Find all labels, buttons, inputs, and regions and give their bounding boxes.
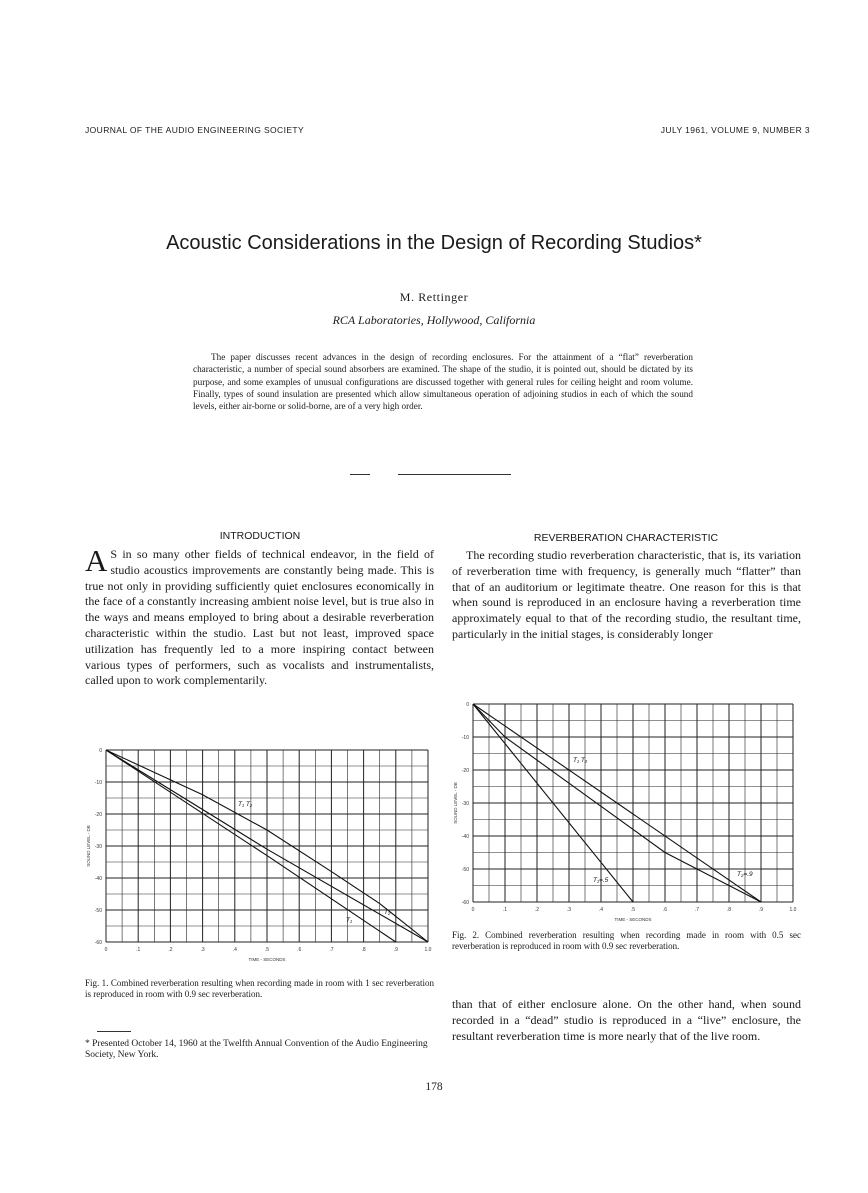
fig1-y-tick: -20	[94, 812, 102, 818]
abstract: The paper discusses recent advances in the design of recording enclosures. For the attainment of a “flat” reverberation characteristic, a number of special sound absorbers are examined. The shape of the studio, it is pointed out, should be dictated by its purpose, and some examples of unusual configurations are discussed together with general rules for ceiling height and room volume. Finally, types of sound insulation are presented which allow simultaneous operation of adjoining studios in each of which the sound levels, either air-borne or solid-borne, are of a very high order.	[193, 352, 693, 412]
fig2-y-label: SOUND LEVEL - DB	[453, 782, 458, 824]
fig1-annotation: T₁ T₂	[238, 801, 253, 808]
fig1-x-tick: .9	[393, 947, 398, 953]
footnote: * Presented October 14, 1960 at the Twelfth Annual Convention of the Audio Engineering Society, New York.	[85, 1039, 428, 1060]
figure-1-caption: Fig. 1. Combined reverberation resulting when recording made in room with 1 sec reverberation is reproduced in room with 0.9 sec reverberation.	[85, 978, 434, 999]
fig2-x-tick: .4	[598, 907, 604, 913]
fig2-y-tick: -50	[461, 867, 469, 873]
affiliation: RCA Laboratories, Hollywood, California	[332, 313, 536, 327]
fig1-x-tick: .1	[136, 947, 141, 953]
fig2-x-tick: .3	[566, 907, 572, 913]
fig2-y-tick: -10	[461, 735, 469, 741]
fig2-y-tick: 0	[466, 702, 469, 708]
fig1-annotation: T₂	[384, 909, 391, 916]
fig2-annotation: T₁ T₂	[573, 757, 588, 764]
fig2-x-tick: .2	[534, 907, 540, 913]
figure-2-chart	[455, 698, 805, 924]
article-title: Acoustic Considerations in the Design of Recording Studios*	[166, 232, 702, 254]
fig2-x-tick: 1.0	[789, 907, 797, 913]
fig1-x-tick: .3	[200, 947, 205, 953]
fig2-y-tick: -30	[461, 801, 469, 807]
footnote-rule	[97, 1031, 131, 1032]
figure-2-caption: Fig. 2. Combined reverberation resulting when recording made in room with 0.5 sec reverberation is reproduced in room with 0.9 sec reverberation.	[452, 930, 801, 951]
fig1-x-tick: .5	[264, 947, 270, 953]
fig2-x-tick: .9	[758, 907, 764, 913]
author: M. Rettinger	[399, 290, 469, 304]
fig1-x-tick: .7	[329, 947, 334, 953]
reverb-heading: REVERBERATION CHARACTERISTIC	[533, 532, 719, 544]
fig1-x-tick: 0	[104, 947, 108, 953]
fig2-y-tick: -20	[461, 768, 469, 774]
intro-heading: INTRODUCTION	[219, 530, 301, 542]
fig1-y-tick: -60	[94, 940, 102, 946]
fig1-annotation: T₁	[346, 917, 353, 924]
drop-cap: A	[85, 543, 108, 578]
fig1-x-tick: .6	[297, 947, 302, 953]
fig1-y-tick: -50	[94, 908, 102, 914]
fig2-x-tick: .6	[662, 907, 668, 913]
fig1-y-tick: -10	[94, 780, 102, 786]
separator-long	[398, 474, 511, 475]
fig2-y-tick: -60	[461, 900, 469, 906]
fig2-y-tick: -40	[461, 834, 469, 840]
fig1-y-tick: 0	[99, 748, 102, 754]
fig1-x-tick: 1.0	[424, 947, 432, 953]
figure-1-chart	[88, 744, 438, 974]
fig1-y-tick: -30	[94, 844, 102, 850]
intro-paragraph: S in so many other fields of technical endeavor, in the field of studio acoustics improvements are constantly being made. This is true not only in providing sufficiently quiet enclosures economically in the face of a constantly increasing ambient noise level, but is true also in the ways and means employed to bring about a desirable reverberation characteristic within the studio. Last but not least, improved space utilization has frequently led to a more inspiring contact between various types of performers, such as vocalists and instrumentalists, called upon to work complementarily.	[85, 547, 434, 688]
fig2-x-label: TIME - SECONDS	[614, 917, 652, 922]
fig2-x-tick: 0	[471, 907, 475, 913]
fig2-x-tick: .7	[694, 907, 700, 913]
separator-short	[350, 474, 370, 475]
issue-info: JULY 1961, VOLUME 9, NUMBER 3	[660, 125, 810, 135]
fig1-x-tick: .8	[361, 947, 366, 953]
fig1-x-tick: .4	[232, 947, 237, 953]
fig2-x-tick: .1	[502, 907, 508, 913]
fig1-x-label: TIME - SECONDS	[248, 957, 286, 962]
fig1-x-tick: .2	[168, 947, 173, 953]
fig1-y-tick: -40	[94, 876, 102, 882]
fig2-annotation: T₂=.9	[737, 871, 753, 878]
fig2-x-tick: .8	[726, 907, 732, 913]
fig1-y-label: SOUND LEVEL - DB	[86, 825, 91, 867]
intro-text	[85, 543, 434, 689]
page-number: 178	[425, 1081, 443, 1093]
reverb-text-2: than that of either enclosure alone. On the other hand, when sound recorded in a “dead” studio is reproduced in a “live” enclosure, the resultant reverberation time is more nearly that of the live room.	[452, 997, 801, 1043]
reverb-text-1: The recording studio reverberation characteristic, that is, its variation of reverberation time with frequency, is generally much “flatter” than that of an auditorium or legitimate theatre. One reason for this is that when sound is reproduced in an enclosure having a reverberation time approximately equal to that of the recording studio, the resultant time, particularly in the initial stages, is considerably longer	[452, 548, 801, 641]
journal-name: JOURNAL OF THE AUDIO ENGINEERING SOCIETY	[85, 125, 305, 135]
fig2-x-tick: .5	[630, 907, 636, 913]
fig2-annotation: T₁=.5	[593, 877, 609, 884]
